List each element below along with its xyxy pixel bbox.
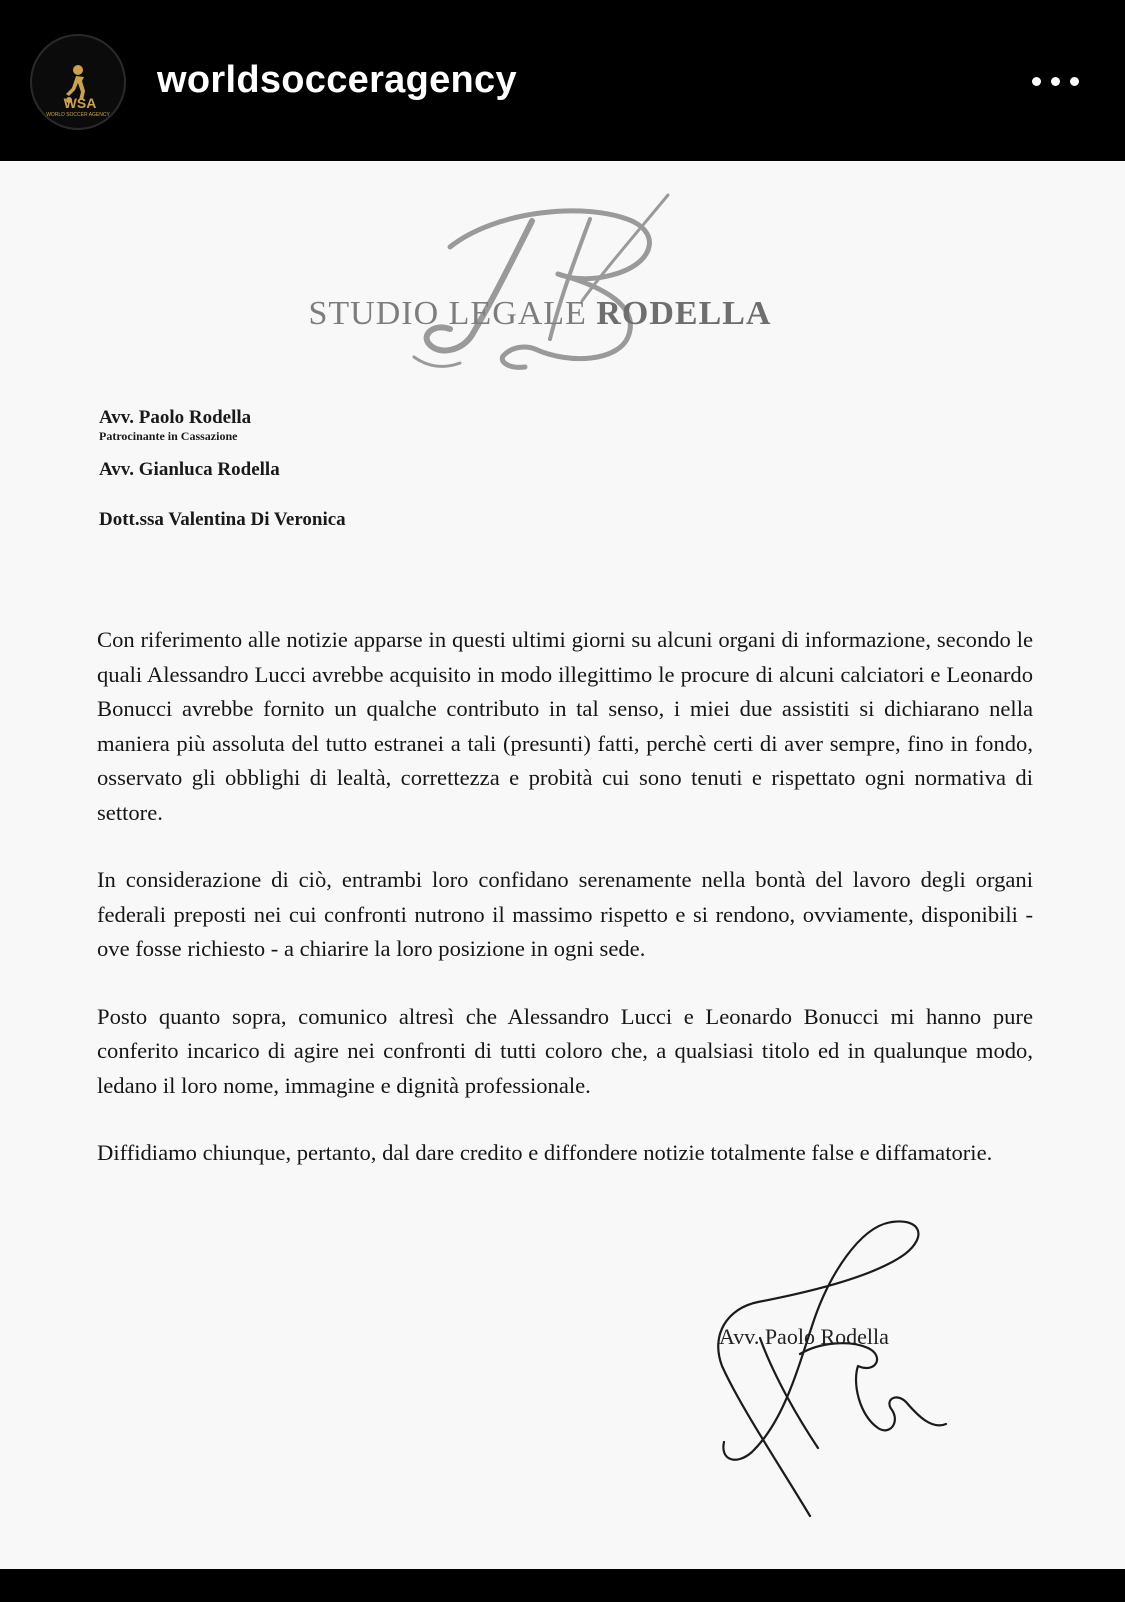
letter-body — [97, 623, 1033, 1204]
profile-avatar[interactable] — [30, 34, 126, 130]
firm-name-surname: RODELLA — [596, 295, 772, 332]
lawyers-list — [99, 407, 346, 531]
firm-name — [300, 295, 780, 333]
bottom-bar — [0, 1569, 1125, 1602]
account-username[interactable]: worldsocceragency — [157, 59, 517, 101]
lawyer-title-1: Patrocinante in Cassazione — [99, 429, 238, 443]
letter-paragraph-4: Diffidiamo chiunque, pertanto, dal dare credito e diffondere notizie totalmente false e diffamatorie. — [97, 1140, 993, 1165]
signature-name: Avv. Paolo Rodella — [719, 1324, 889, 1349]
lawyer-name-3: Dott.ssa Valentina Di Veronica — [99, 509, 346, 530]
handwritten-signature — [700, 1216, 970, 1526]
letter-paragraph-3: Posto quanto sopra, comunico altresì che Alessandro Lucci e Leonardo Bonucci mi hanno pure conferito incarico di agire nei confronti di tutti coloro che, a qualsiasi titolo ed in qualunque modo, ledano il loro nome, immagine e dignità professionale. — [97, 1003, 1033, 1098]
letterhead-monogram — [400, 189, 710, 379]
firm-name-prefix: STUDIO LEGALE — [308, 295, 587, 332]
letter-paragraph-2: In considerazione di ciò, entrambi loro confidano serenamente nella bontà del lavoro degli organi federali preposti nei cui confronti nutrono il massimo rispetto e si rendono, ovviamente, disponibili - ove fosse richiesto - a chiarire la loro posizione in ogni sede. — [97, 867, 1033, 961]
post-header — [0, 0, 1125, 161]
lawyer-name-2: Avv. Gianluca Rodella — [99, 459, 280, 480]
wsa-logo — [32, 36, 124, 128]
wsa-logo-text: WSA — [63, 95, 97, 111]
wsa-logo-subtext: WORLD SOCCER AGENCY — [46, 112, 110, 118]
letter-document — [0, 161, 1125, 1569]
more-horizontal-icon[interactable] — [1030, 66, 1086, 96]
letter-paragraph-1: Con riferimento alle notizie apparse in questi ultimi giorni su alcuni organi di informazione, secondo le quali Alessandro Lucci avrebbe acquisito in modo illegittimo le procure di alcuni calciatori e Leonardo Bonucci avrebbe fornito un qualche contributo in tal senso, i miei due assistiti si dichiarano nella maniera più assoluta del tutto estranei a tali (presunti) fatti, perchè certi di aver sempre, fino in fondo, osservato gli obblighi di lealtà, correttezza e probità cui sono tenuti e rispettato ogni normativa di settore. — [97, 627, 1033, 825]
lawyer-name-1: Avv. Paolo Rodella — [99, 407, 252, 428]
